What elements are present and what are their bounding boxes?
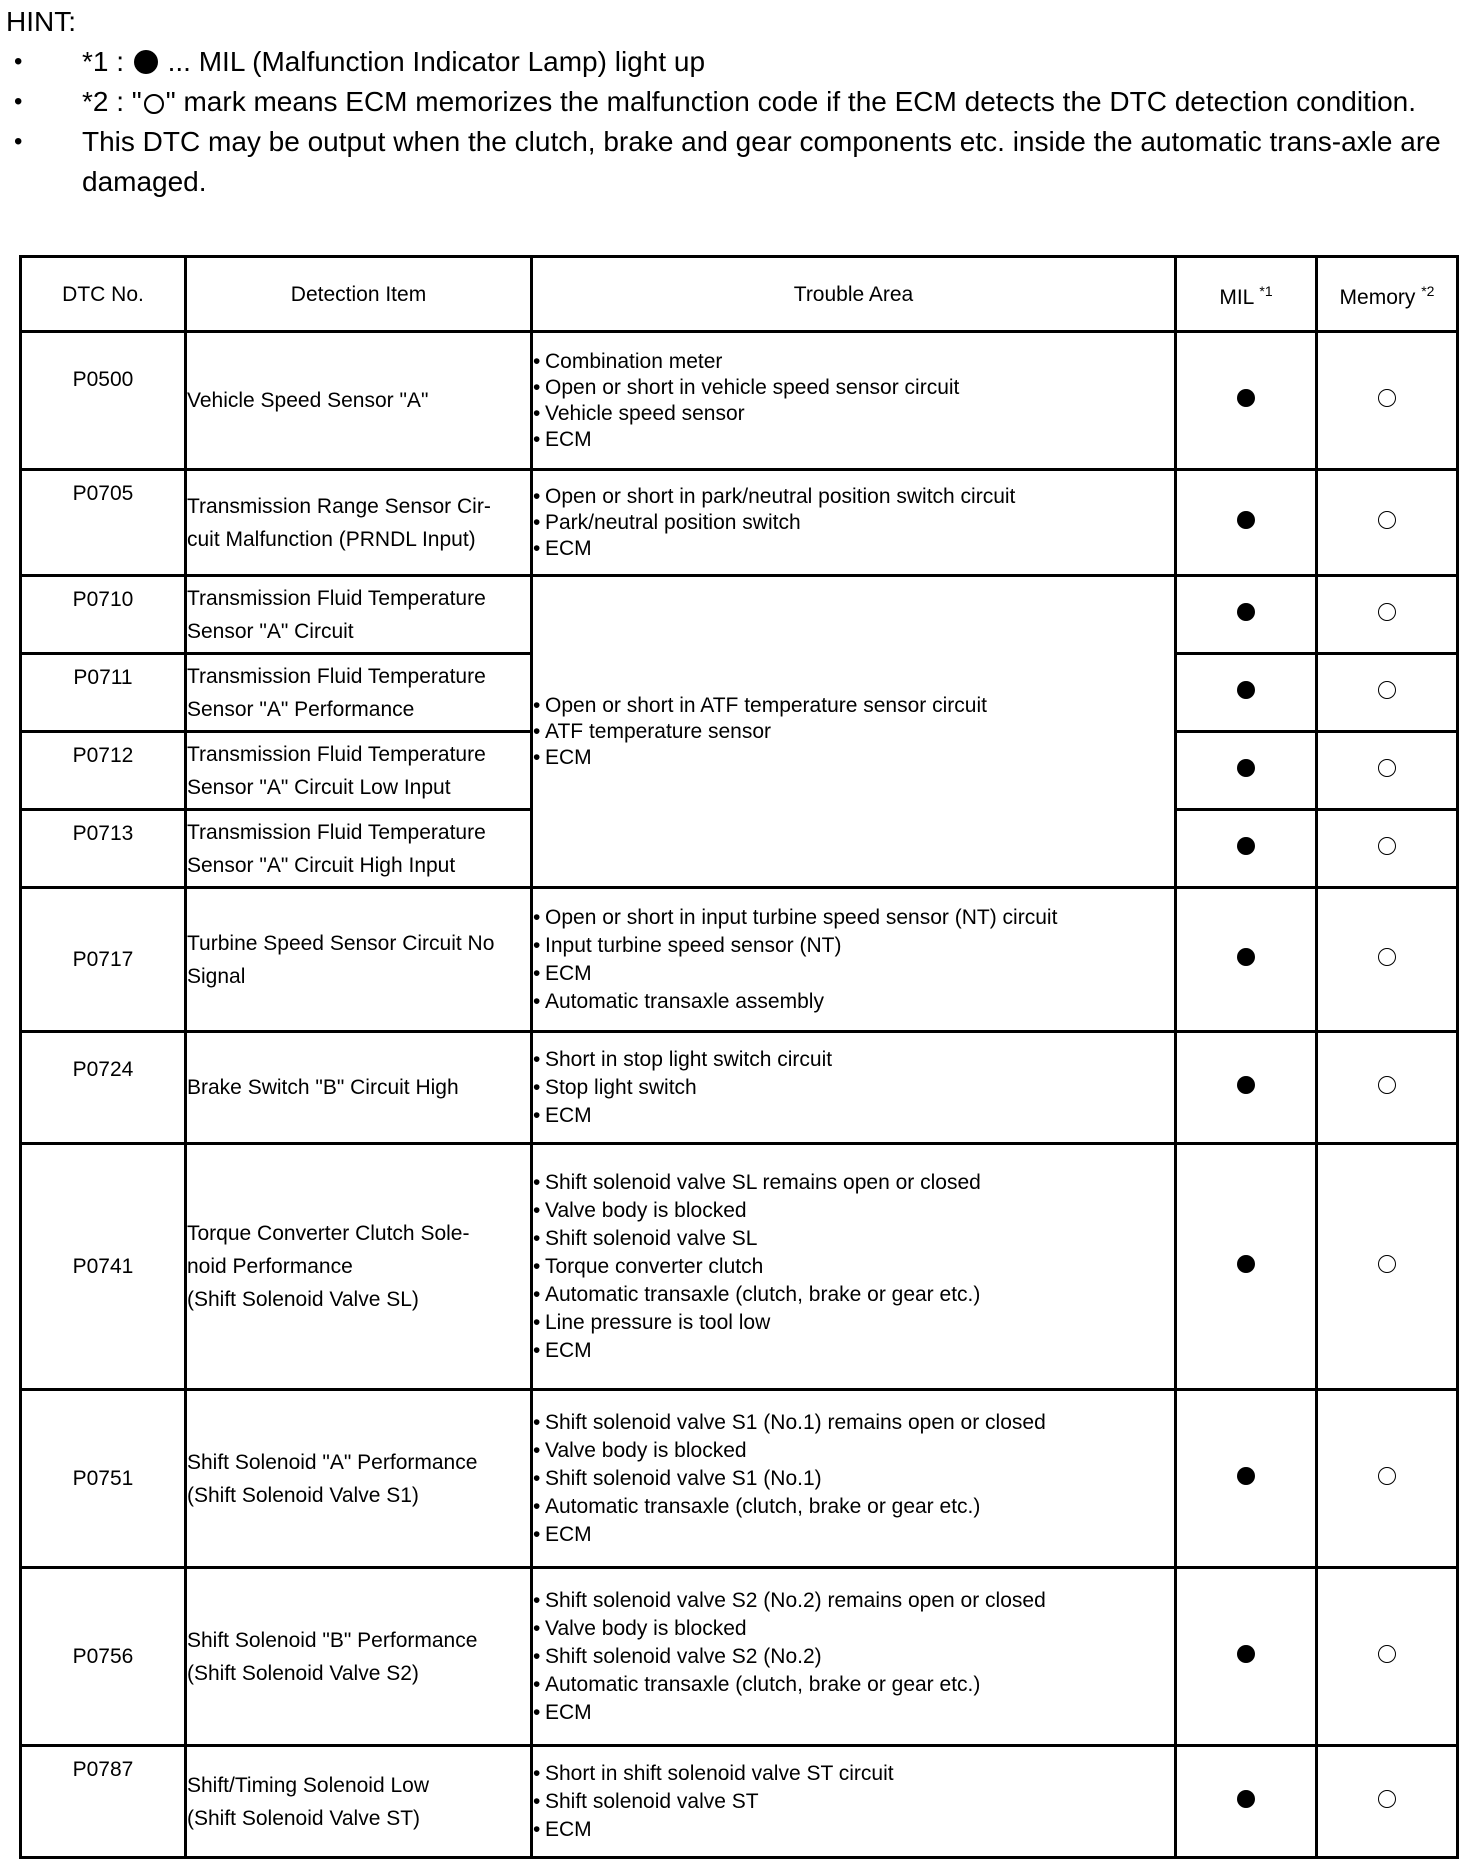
trouble-area-text: ECM xyxy=(545,1700,592,1724)
detection-item-cell xyxy=(186,888,532,1032)
trouble-area-line xyxy=(533,1102,1174,1130)
trouble-area-line xyxy=(533,1465,1174,1493)
open-circle-icon xyxy=(1378,1076,1396,1094)
filled-circle-icon xyxy=(1237,511,1255,529)
table-row xyxy=(21,470,1458,576)
bullet-icon: • xyxy=(533,1644,541,1668)
header-mil-label: MIL xyxy=(1219,285,1254,309)
detection-item-line: Shift Solenoid "B" Performance xyxy=(187,1628,478,1652)
table-row xyxy=(21,332,1458,470)
memory-cell xyxy=(1317,1746,1458,1858)
dtc-code-cell: P0711 xyxy=(21,654,186,732)
trouble-area-text: Combination meter xyxy=(545,349,723,373)
trouble-area-text: ECM xyxy=(545,1817,592,1841)
bullet-icon: • xyxy=(533,1466,541,1490)
bullet-icon: • xyxy=(533,349,541,373)
bullet-icon: • xyxy=(533,1522,541,1546)
trouble-area-cell xyxy=(532,576,1176,888)
detection-item-cell xyxy=(186,654,532,732)
dtc-code-cell: P0741 xyxy=(21,1144,186,1390)
bullet-icon: • xyxy=(533,905,541,929)
trouble-area-line xyxy=(533,1788,1174,1816)
trouble-area-line xyxy=(533,1169,1174,1197)
header-detection-item: Detection Item xyxy=(186,257,532,332)
bullet-icon: • xyxy=(533,719,541,743)
trouble-area-text: Valve body is blocked xyxy=(545,1198,747,1222)
header-memory xyxy=(1317,257,1458,332)
trouble-area-text: Short in shift solenoid valve ST circuit xyxy=(545,1761,894,1785)
dtc-code-cell: P0712 xyxy=(21,732,186,810)
trouble-area-line xyxy=(533,1437,1174,1465)
bullet-icon: • xyxy=(533,1075,541,1099)
trouble-area-text: Short in stop light switch circuit xyxy=(545,1047,833,1071)
trouble-area-line xyxy=(533,932,1174,960)
open-circle-icon xyxy=(1378,1255,1396,1273)
open-circle-icon xyxy=(1378,389,1396,407)
trouble-area-line xyxy=(533,349,1174,375)
dtc-table xyxy=(19,255,1459,1859)
header-trouble-area: Trouble Area xyxy=(532,257,1176,332)
mil-cell xyxy=(1176,1144,1317,1390)
trouble-area-line xyxy=(533,510,1174,536)
bullet-icon: • xyxy=(533,1438,541,1462)
detection-item-cell xyxy=(186,1032,532,1144)
table-row xyxy=(21,1144,1458,1390)
hint-item xyxy=(0,42,1472,82)
dtc-table-body xyxy=(21,332,1458,1858)
trouble-area-line xyxy=(533,904,1174,932)
trouble-area-text: Torque converter clutch xyxy=(545,1254,764,1278)
trouble-area-line xyxy=(533,1253,1174,1281)
bullet-icon: • xyxy=(533,1226,541,1250)
trouble-area-text: Valve body is blocked xyxy=(545,1438,747,1462)
dtc-code-cell: P0724 xyxy=(21,1032,186,1144)
detection-item-cell xyxy=(186,1568,532,1746)
trouble-area-line xyxy=(533,401,1174,427)
bullet-icon: • xyxy=(533,536,541,560)
mil-cell xyxy=(1176,1746,1317,1858)
trouble-area-text: Automatic transaxle assembly xyxy=(545,989,824,1013)
bullet-icon: • xyxy=(533,1282,541,1306)
trouble-area-text: ECM xyxy=(545,536,592,560)
detection-item-line: Signal xyxy=(187,964,246,988)
mil-cell xyxy=(1176,576,1317,654)
bullet-icon: • xyxy=(533,1047,541,1071)
trouble-area-cell xyxy=(532,1390,1176,1568)
bullet-icon: • xyxy=(533,401,541,425)
trouble-area-text: ECM xyxy=(545,427,592,451)
open-circle-icon xyxy=(1378,1790,1396,1808)
header-dtc-no: DTC No. xyxy=(21,257,186,332)
memory-cell xyxy=(1317,1144,1458,1390)
bullet-icon: • xyxy=(533,1817,541,1841)
detection-item-cell xyxy=(186,470,532,576)
detection-item-line: Turbine Speed Sensor Circuit No xyxy=(187,931,495,955)
header-memory-label: Memory xyxy=(1339,285,1416,309)
dtc-code-cell: P0705 xyxy=(21,470,186,576)
trouble-area-text: Open or short in vehicle speed sensor circuit xyxy=(545,375,960,399)
trouble-area-line xyxy=(533,1671,1174,1699)
detection-item-line: Brake Switch "B" Circuit High xyxy=(187,1076,459,1099)
bullet-icon: • xyxy=(533,1170,541,1194)
hint-list xyxy=(0,42,1472,202)
bullet-icon: • xyxy=(533,375,541,399)
dtc-code-cell: P0710 xyxy=(21,576,186,654)
mil-cell xyxy=(1176,732,1317,810)
filled-circle-icon xyxy=(1237,603,1255,621)
hint-text-before: *2 : " xyxy=(82,86,142,117)
trouble-area-line xyxy=(533,719,1174,745)
table-row xyxy=(21,576,1458,654)
trouble-area-text: Input turbine speed sensor (NT) xyxy=(545,933,842,957)
mil-cell xyxy=(1176,332,1317,470)
filled-circle-icon xyxy=(134,50,158,74)
trouble-area-line xyxy=(533,1760,1174,1788)
memory-cell xyxy=(1317,576,1458,654)
bullet-icon: • xyxy=(14,88,23,115)
filled-circle-icon xyxy=(1237,1255,1255,1273)
dtc-code-cell: P0717 xyxy=(21,888,186,1032)
dtc-code-cell: P0756 xyxy=(21,1568,186,1746)
trouble-area-cell xyxy=(532,1032,1176,1144)
trouble-area-cell xyxy=(532,332,1176,470)
bullet-icon: • xyxy=(533,1700,541,1724)
table-row xyxy=(21,1568,1458,1746)
trouble-area-text: ECM xyxy=(545,1103,592,1127)
trouble-area-line xyxy=(533,988,1174,1016)
open-circle-icon xyxy=(1378,603,1396,621)
mil-cell xyxy=(1176,1032,1317,1144)
bullet-icon: • xyxy=(533,1761,541,1785)
memory-cell xyxy=(1317,654,1458,732)
table-row xyxy=(21,1390,1458,1568)
detection-item-cell xyxy=(186,810,532,888)
detection-item-cell xyxy=(186,1390,532,1568)
trouble-area-text: ECM xyxy=(545,1338,592,1362)
trouble-area-line xyxy=(533,745,1174,771)
detection-item-cell xyxy=(186,1746,532,1858)
dtc-code-cell: P0787 xyxy=(21,1746,186,1858)
hint-text xyxy=(82,42,1452,82)
trouble-area-line xyxy=(533,1046,1174,1074)
trouble-area-text: ATF temperature sensor xyxy=(545,719,772,743)
table-row xyxy=(21,888,1458,1032)
trouble-area-text: Line pressure is tool low xyxy=(545,1310,771,1334)
open-circle-icon xyxy=(1378,837,1396,855)
dtc-code-cell: P0500 xyxy=(21,332,186,470)
filled-circle-icon xyxy=(1237,1076,1255,1094)
bullet-icon: • xyxy=(533,1338,541,1362)
open-circle-icon xyxy=(1378,681,1396,699)
filled-circle-icon xyxy=(1237,1790,1255,1808)
trouble-area-text: Open or short in park/neutral position switch circuit xyxy=(545,484,1016,508)
detection-item-line: Torque Converter Clutch Sole- xyxy=(187,1222,470,1245)
detection-item-cell xyxy=(186,576,532,654)
trouble-area-text: Automatic transaxle (clutch, brake or gear etc.) xyxy=(545,1282,981,1306)
bullet-icon: • xyxy=(533,1198,541,1222)
bullet-icon: • xyxy=(533,1616,541,1640)
mil-cell xyxy=(1176,888,1317,1032)
trouble-area-line xyxy=(533,1587,1174,1615)
trouble-area-line xyxy=(533,1699,1174,1727)
bullet-icon: • xyxy=(533,989,541,1013)
trouble-area-text: Automatic transaxle (clutch, brake or gear etc.) xyxy=(545,1494,981,1518)
trouble-area-line xyxy=(533,536,1174,562)
trouble-area-text: Stop light switch xyxy=(545,1075,697,1099)
trouble-area-line xyxy=(533,1521,1174,1549)
filled-circle-icon xyxy=(1237,1467,1255,1485)
detection-item-line: Transmission Fluid Temperature xyxy=(187,742,486,766)
detection-item-line: noid Performance xyxy=(187,1255,353,1278)
trouble-area-line xyxy=(533,1816,1174,1844)
detection-item-line: Sensor "A" Circuit xyxy=(187,619,354,643)
detection-item-line: Transmission Range Sensor Cir- xyxy=(187,494,491,518)
bullet-icon: • xyxy=(533,1254,541,1278)
trouble-area-cell xyxy=(532,1568,1176,1746)
detection-item-line: Sensor "A" Performance xyxy=(187,697,415,721)
detection-item-line: (Shift Solenoid Valve S1) xyxy=(187,1483,419,1507)
hint-text-after: ... MIL (Malfunction Indicator Lamp) light up xyxy=(159,46,706,77)
open-circle-icon xyxy=(1378,759,1396,777)
trouble-area-text: Shift solenoid valve S1 (No.1) xyxy=(545,1466,822,1490)
bullet-icon: • xyxy=(14,48,23,75)
trouble-area-line xyxy=(533,1643,1174,1671)
bullet-icon: • xyxy=(533,1588,541,1612)
bullet-icon: • xyxy=(533,1410,541,1434)
open-circle-icon xyxy=(1378,1467,1396,1485)
trouble-area-line xyxy=(533,693,1174,719)
memory-cell xyxy=(1317,810,1458,888)
hint-text: This DTC may be output when the clutch, brake and gear components etc. inside the automatic trans-axle are damaged. xyxy=(82,126,1441,197)
filled-circle-icon xyxy=(1237,948,1255,966)
bullet-icon: • xyxy=(533,1103,541,1127)
filled-circle-icon xyxy=(1237,389,1255,407)
trouble-area-text: Shift solenoid valve S2 (No.2) remains open or closed xyxy=(545,1588,1046,1612)
trouble-area-text: Shift solenoid valve S1 (No.1) remains open or closed xyxy=(545,1410,1046,1434)
bullet-icon: • xyxy=(533,1494,541,1518)
detection-item-line: Sensor "A" Circuit Low Input xyxy=(187,775,451,799)
trouble-area-line xyxy=(533,1493,1174,1521)
bullet-icon: • xyxy=(533,1789,541,1813)
trouble-area-text: ECM xyxy=(545,745,592,769)
trouble-area-line xyxy=(533,1615,1174,1643)
memory-cell xyxy=(1317,732,1458,810)
detection-item-line: Shift Solenoid "A" Performance xyxy=(187,1450,478,1474)
trouble-area-line xyxy=(533,1281,1174,1309)
detection-item-line: (Shift Solenoid Valve SL) xyxy=(187,1288,419,1311)
memory-cell xyxy=(1317,888,1458,1032)
trouble-area-text: Open or short in input turbine speed sensor (NT) circuit xyxy=(545,905,1058,929)
detection-item-cell xyxy=(186,1144,532,1390)
header-memory-note: *2 xyxy=(1421,282,1435,299)
hint-item xyxy=(0,82,1472,122)
detection-item-line: Transmission Fluid Temperature xyxy=(187,820,486,844)
mil-cell xyxy=(1176,470,1317,576)
bullet-icon: • xyxy=(533,933,541,957)
trouble-area-line xyxy=(533,427,1174,453)
filled-circle-icon xyxy=(1237,681,1255,699)
trouble-area-cell xyxy=(532,1746,1176,1858)
open-circle-icon xyxy=(1378,1645,1396,1663)
trouble-area-text: Shift solenoid valve ST xyxy=(545,1789,759,1813)
detection-item-line: (Shift Solenoid Valve S2) xyxy=(187,1661,419,1685)
mil-cell xyxy=(1176,810,1317,888)
bullet-icon: • xyxy=(533,510,541,534)
trouble-area-cell xyxy=(532,1144,1176,1390)
trouble-area-line xyxy=(533,484,1174,510)
trouble-area-text: Shift solenoid valve S2 (No.2) xyxy=(545,1644,822,1668)
table-header-row xyxy=(21,257,1458,332)
trouble-area-line xyxy=(533,1309,1174,1337)
trouble-area-cell xyxy=(532,888,1176,1032)
trouble-area-text: Park/neutral position switch xyxy=(545,510,801,534)
trouble-area-text: Shift solenoid valve SL xyxy=(545,1226,758,1250)
trouble-area-text: Open or short in ATF temperature sensor circuit xyxy=(545,693,987,717)
memory-cell xyxy=(1317,1390,1458,1568)
detection-item-line: Sensor "A" Circuit High Input xyxy=(187,853,456,877)
trouble-area-text: Shift solenoid valve SL remains open or closed xyxy=(545,1170,981,1194)
filled-circle-icon xyxy=(1237,837,1255,855)
bullet-icon: • xyxy=(533,427,541,451)
dtc-code-cell: P0713 xyxy=(21,810,186,888)
detection-item-line: Transmission Fluid Temperature xyxy=(187,664,486,688)
open-circle-icon xyxy=(144,94,164,114)
bullet-icon: • xyxy=(533,961,541,985)
detection-item-cell xyxy=(186,332,532,470)
trouble-area-cell xyxy=(532,470,1176,576)
header-mil xyxy=(1176,257,1317,332)
table-row xyxy=(21,1746,1458,1858)
detection-item-line: Transmission Fluid Temperature xyxy=(187,586,486,610)
hint-text-before: *1 : xyxy=(82,46,132,77)
mil-cell xyxy=(1176,1390,1317,1568)
trouble-area-line xyxy=(533,1337,1174,1365)
open-circle-icon xyxy=(1378,948,1396,966)
bullet-icon: • xyxy=(533,745,541,769)
detection-item-line: Shift/Timing Solenoid Low xyxy=(187,1773,430,1797)
hint-item xyxy=(0,122,1472,202)
header-mil-note: *1 xyxy=(1259,282,1273,299)
hint-text-after: " mark means ECM memorizes the malfunction code if the ECM detects the DTC detection condition. xyxy=(165,86,1416,117)
detection-item-line: cuit Malfunction (PRNDL Input) xyxy=(187,527,476,551)
open-circle-icon xyxy=(1378,511,1396,529)
memory-cell xyxy=(1317,470,1458,576)
table-row xyxy=(21,1032,1458,1144)
memory-cell xyxy=(1317,332,1458,470)
dtc-code-cell: P0751 xyxy=(21,1390,186,1568)
mil-cell xyxy=(1176,1568,1317,1746)
trouble-area-text: Automatic transaxle (clutch, brake or gear etc.) xyxy=(545,1672,981,1696)
hint-text xyxy=(82,82,1452,122)
trouble-area-line xyxy=(533,1409,1174,1437)
detection-item-line: Vehicle Speed Sensor "A" xyxy=(187,389,429,412)
trouble-area-line xyxy=(533,1074,1174,1102)
bullet-icon: • xyxy=(533,693,541,717)
trouble-area-line xyxy=(533,1197,1174,1225)
filled-circle-icon xyxy=(1237,1645,1255,1663)
hint-title: HINT: xyxy=(6,6,76,37)
trouble-area-text: Valve body is blocked xyxy=(545,1616,747,1640)
memory-cell xyxy=(1317,1568,1458,1746)
mil-cell xyxy=(1176,654,1317,732)
bullet-icon: • xyxy=(533,1672,541,1696)
trouble-area-text: Vehicle speed sensor xyxy=(545,401,745,425)
trouble-area-line xyxy=(533,1225,1174,1253)
memory-cell xyxy=(1317,1032,1458,1144)
detection-item-cell xyxy=(186,732,532,810)
trouble-area-text: ECM xyxy=(545,961,592,985)
filled-circle-icon xyxy=(1237,759,1255,777)
detection-item-line: (Shift Solenoid Valve ST) xyxy=(187,1806,421,1830)
trouble-area-text: ECM xyxy=(545,1522,592,1546)
bullet-icon: • xyxy=(533,484,541,508)
trouble-area-line xyxy=(533,960,1174,988)
trouble-area-line xyxy=(533,375,1174,401)
bullet-icon: • xyxy=(533,1310,541,1334)
bullet-icon: • xyxy=(14,128,23,155)
